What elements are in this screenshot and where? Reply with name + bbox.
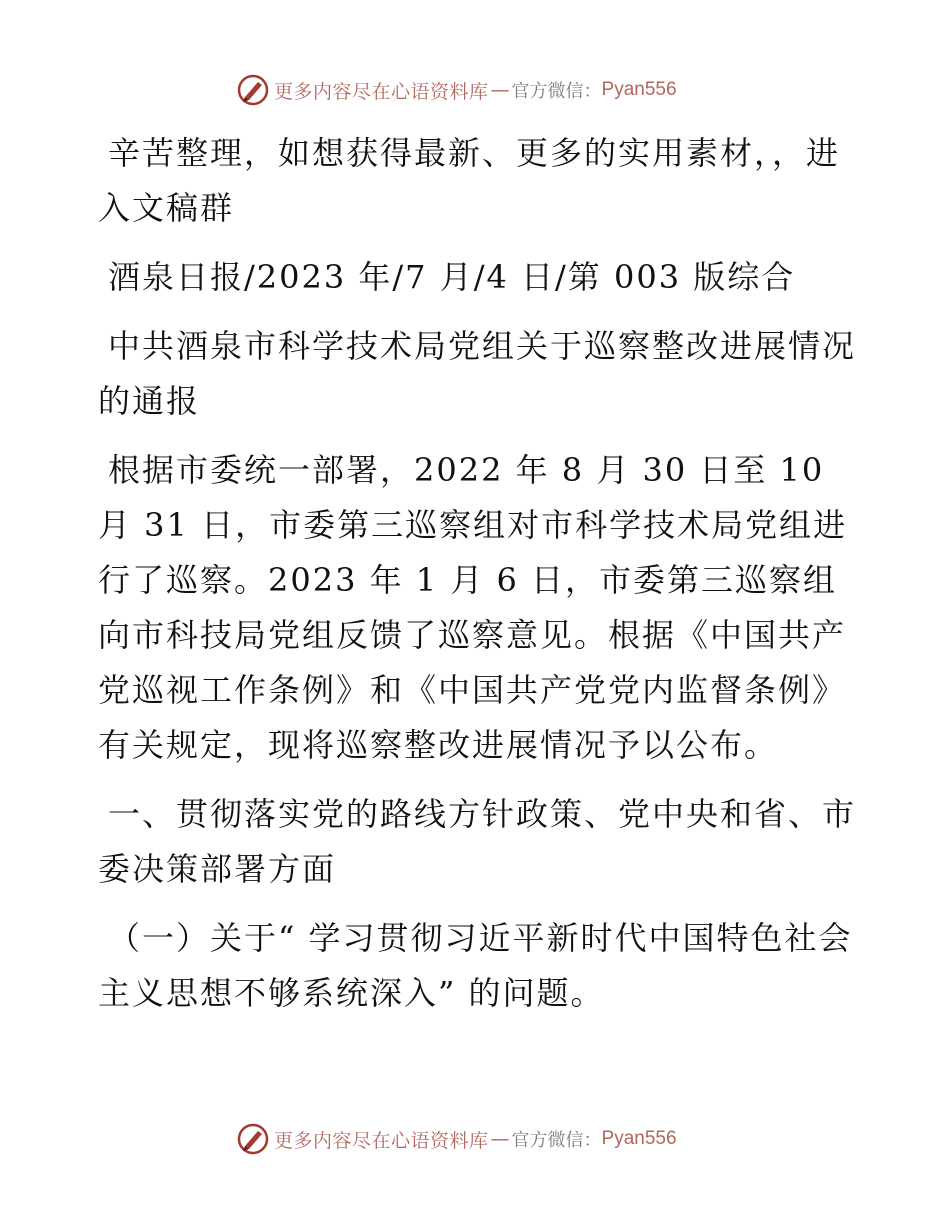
watermark-label: 官方微信： [511, 81, 602, 102]
watermark-dash: — [490, 79, 510, 101]
pen-logo-icon [236, 73, 270, 107]
watermark-account: Pyan556 [601, 1128, 677, 1149]
pen-logo-icon [236, 1122, 270, 1156]
body-paragraph: 根据市委统一部署，2022 年 8 月 30 日至 10 月 31 日，市委第三巡察组对市科学技术局党组进行了巡察。2023 年 1 月 6 日，市委第三巡察组向市科技局党组反馈了巡察意见。根据《中国共产党巡视工作条例》和《中国共产党党内监督条例》有关规定，现将巡察整改进展情况予以公布。 [98, 451, 848, 764]
watermark-site-text: 更多内容尽在心语资料库 [274, 80, 489, 103]
header-watermark [236, 73, 677, 107]
watermark-site-text: 更多内容尽在心语资料库 [274, 1129, 489, 1152]
intro-note: 辛苦整理，如想获得最新、更多的实用素材，，进入文稿群 [98, 134, 841, 227]
watermark-label: 官方微信： [511, 1130, 602, 1151]
source-line: 酒泉日报/2023 年/7 月/4 日/第 003 版综合 [108, 258, 796, 296]
subsection-heading: （一）关于“ 学习贯彻习近平新时代中国特色社会主义思想不够系统深入” 的问题。 [98, 919, 853, 1012]
document-title: 中共酒泉市科学技术局党组关于巡察整改进展情况的通报 [98, 327, 857, 420]
section-heading: 一、贯彻落实党的路线方针政策、党中央和省、市委决策部署方面 [98, 795, 857, 888]
watermark-account: Pyan556 [601, 79, 677, 100]
document-body [98, 126, 858, 1035]
footer-watermark [236, 1122, 677, 1156]
watermark-dash: — [490, 1128, 510, 1150]
